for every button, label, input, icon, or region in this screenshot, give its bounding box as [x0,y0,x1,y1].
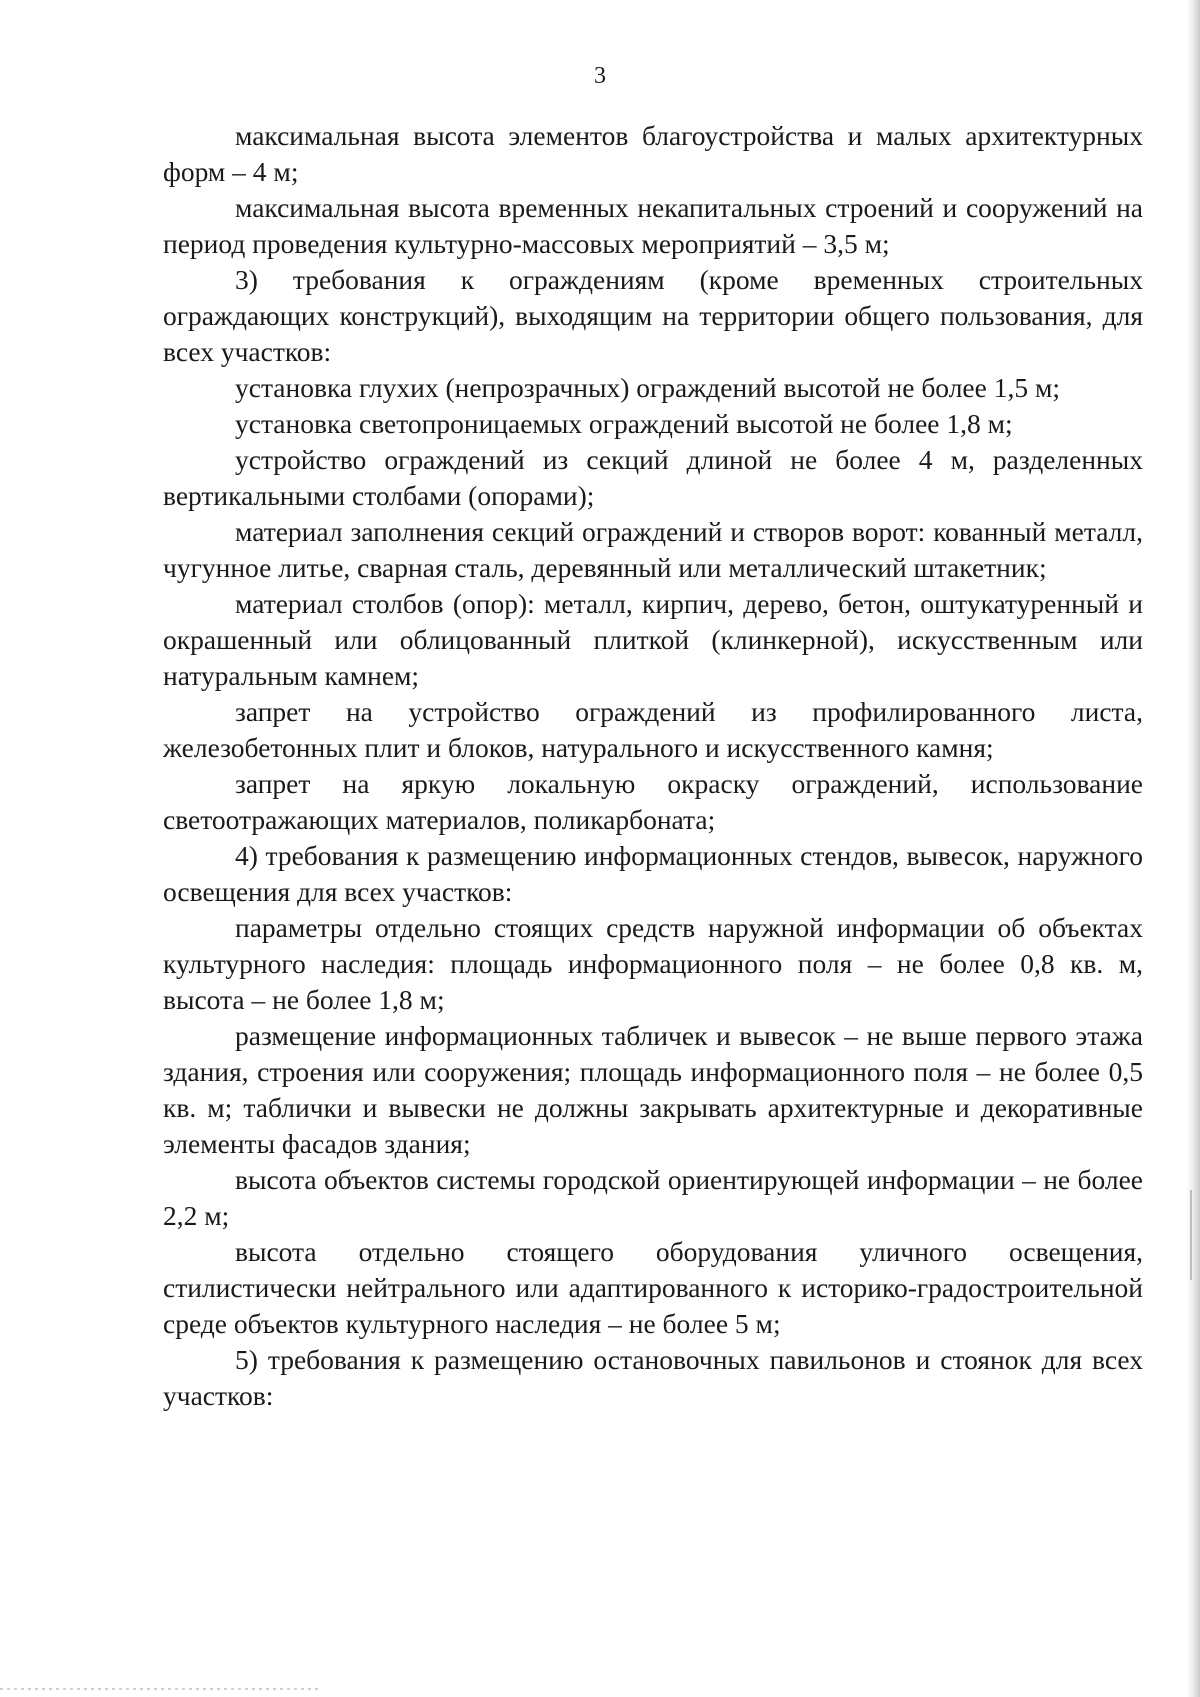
paragraph-2: максимальная высота временных некапитальных строений и сооружений на период проведения культурно-массовых мероприятий – 3,5 м; [163,192,1143,259]
paragraph-9: запрет на устройство ограждений из профилированного листа, железобетонных плит и блоков, натурального и искусственного камня; [163,696,1143,763]
page-number: 3 [594,63,606,89]
paragraph-5: установка светопроницаемых ограждений высотой не более 1,8 м; [235,408,1013,439]
scan-edge-mark [1190,1190,1192,1280]
paragraph-8: материал столбов (опор): металл, кирпич, дерево, бетон, оштукатуренный и окрашенный или облицованный плиткой (клинкерной), искусственным или натуральным камнем; [163,588,1143,691]
paragraph-16: 5) требования к размещению остановочных павильонов и стоянок для всех участков: [163,1344,1143,1411]
paragraph-14: высота объектов системы городской ориентирующей информации – не более 2,2 м; [163,1164,1143,1231]
paragraph-6: устройство ограждений из секций длиной не более 4 м, разделенных вертикальными столбами (опорами); [163,444,1143,511]
paragraph-11: 4) требования к размещению информационных стендов, вывесок, наружного освещения для всех участков: [163,840,1143,907]
paragraph-4: установка глухих (непрозрачных) ограждений высотой не более 1,5 м; [235,372,1060,403]
scan-bottom-noise [0,1688,320,1690]
scan-edge-shadow [1186,0,1200,1697]
paragraph-1: максимальная высота элементов благоустройства и малых архитектурных форм – 4 м; [163,120,1143,187]
paragraph-7: материал заполнения секций ограждений и створов ворот: кованный металл, чугунное литье, сварная сталь, деревянный или металлический штакетник; [163,516,1143,583]
document-body [163,118,1143,1414]
paragraph-15: высота отдельно стоящего оборудования уличного освещения, стилистически нейтрального или адаптированного к историко-градостроительной среде объектов культурного наследия – не более 5 м; [163,1236,1143,1339]
paragraph-12: параметры отдельно стоящих средств наружной информации об объектах культурного наследия: площадь информационного поля – не более 0,8 кв. м, высота – не более 1,8 м; [163,912,1143,1015]
paragraph-13: размещение информационных табличек и вывесок – не выше первого этажа здания, строения или сооружения; площадь информационного поля – не более 0,5 кв. м; таблички и вывески не должны закрывать архитектурные и декоративные элементы фасадов здания; [163,1020,1143,1159]
paragraph-10: запрет на яркую локальную окраску ограждений, использование светоотражающих материалов, поликарбоната; [163,768,1143,835]
paragraph-3: 3) требования к ограждениям (кроме временных строительных ограждающих конструкций), выходящим на территории общего пользования, для всех участков: [163,264,1143,367]
